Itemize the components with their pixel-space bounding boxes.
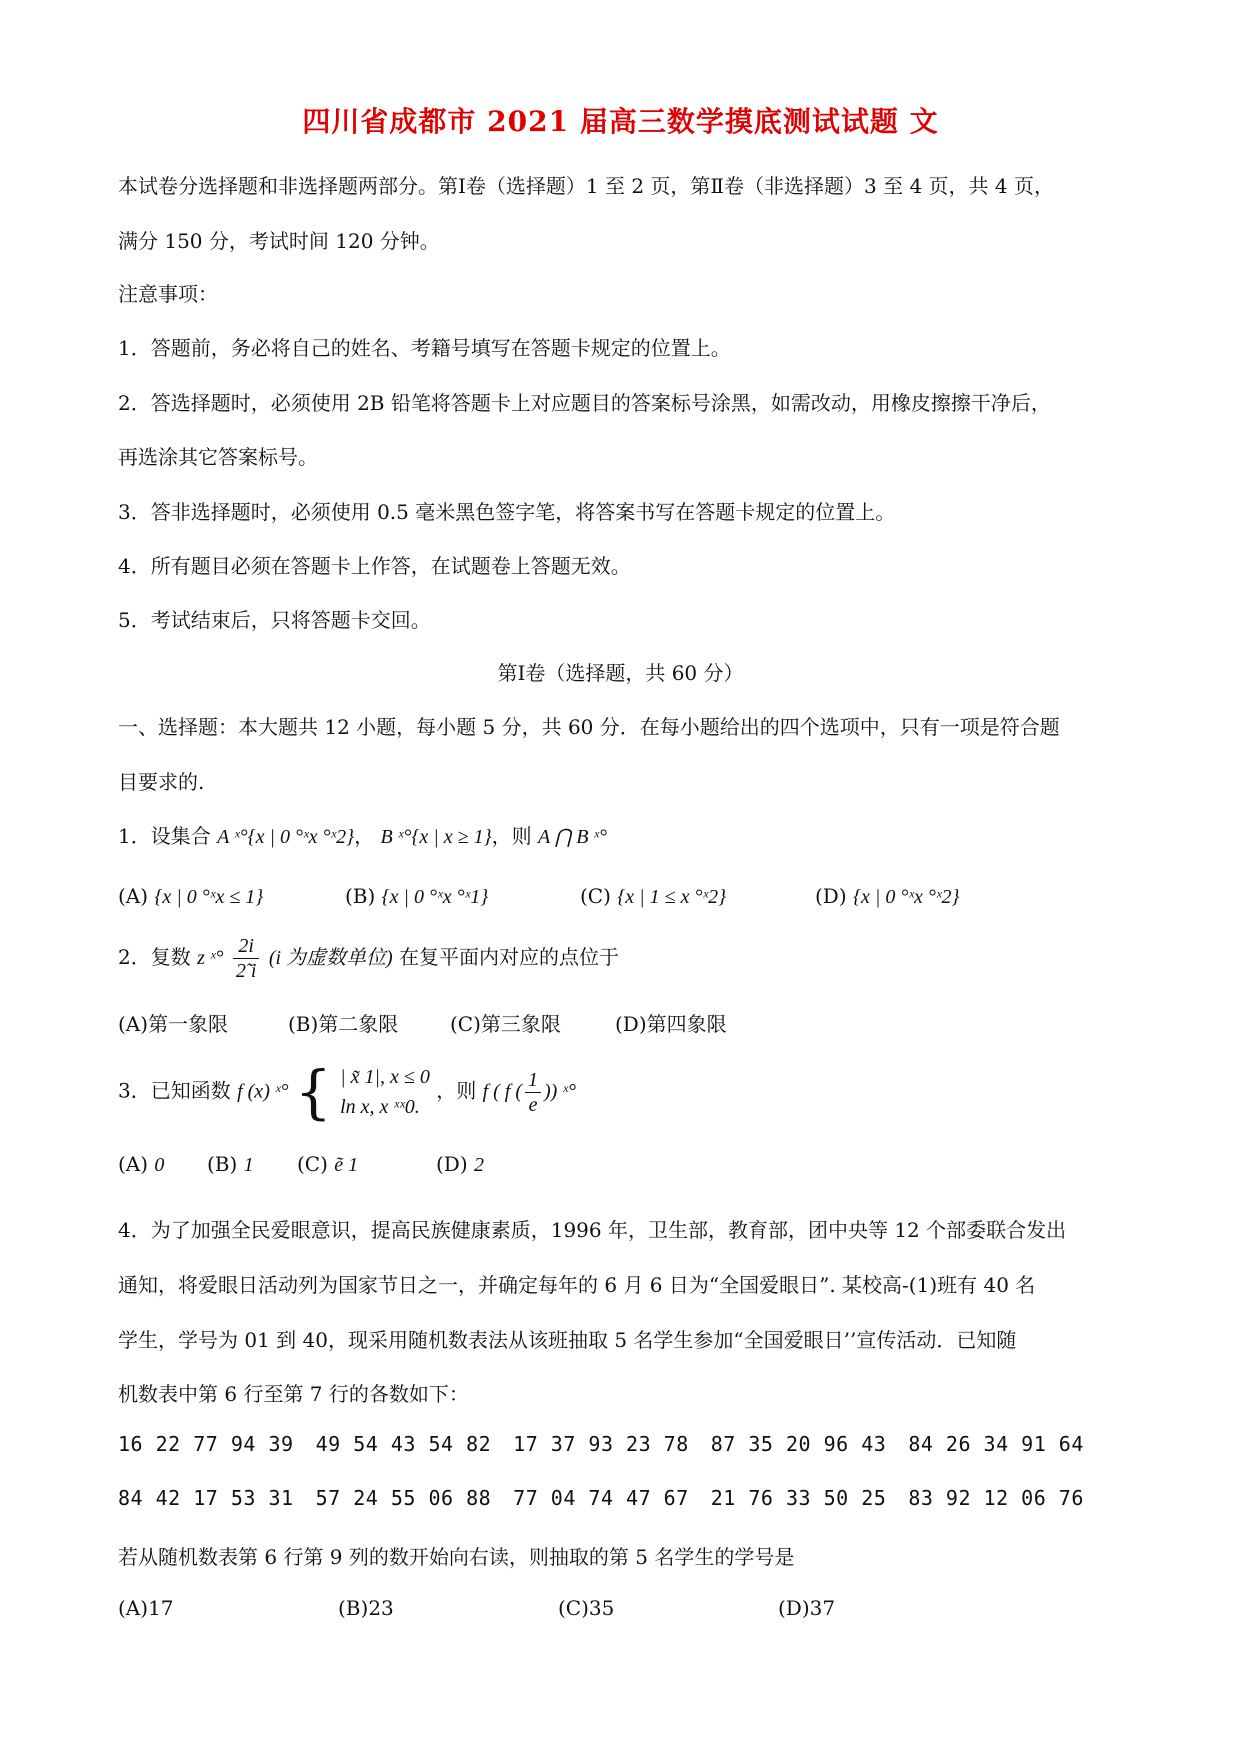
number-group: 49 54 43 54 82 xyxy=(315,1432,492,1456)
option-label: (C) xyxy=(450,1012,481,1036)
option-text: 2 xyxy=(474,1154,484,1176)
option-label: (B) xyxy=(338,1596,369,1620)
q3-numerator: 1 xyxy=(525,1068,541,1093)
part-one-line-2: 目要求的. xyxy=(118,770,205,794)
question-3 xyxy=(118,1058,576,1126)
q3-option-b xyxy=(207,1152,254,1177)
q2-option-b xyxy=(288,1008,398,1037)
option-label: (A) xyxy=(118,1012,149,1036)
brace-icon: { xyxy=(294,1058,332,1126)
random-table-row-7 xyxy=(118,1486,1106,1510)
page-title: 四川省成都市 2021 届高三数学摸底测试试题 文 xyxy=(302,105,939,138)
q2-option-a xyxy=(118,1008,228,1037)
q2-paren: (i 为虚数单位) xyxy=(268,947,393,969)
option-text: 第四象限 xyxy=(646,1012,727,1036)
number-group: 57 24 55 06 88 xyxy=(315,1486,492,1510)
q4-line-1: 4．为了加强全民爱眼意识，提高民族健康素质，1996 年，卫生部，教育部，团中央等 12 个部委联合发出 xyxy=(118,1218,1067,1242)
number-group: 83 92 12 06 76 xyxy=(908,1486,1084,1510)
option-text: 37 xyxy=(809,1596,836,1620)
note-item: 3．答非选择题时，必须使用 0.5 毫米黑色签字笔，将答案书写在答题卡规定的位置上。 xyxy=(118,500,896,524)
option-text: 23 xyxy=(368,1596,394,1620)
option-text: ẽ 1 xyxy=(334,1154,359,1176)
option-text: {x | 1 ≤ x °ˣ2} xyxy=(617,886,727,908)
number-group: 16 22 77 94 39 xyxy=(118,1432,294,1456)
q1-then: ，则 xyxy=(491,824,532,848)
q3-option-d xyxy=(436,1152,484,1177)
q1-option-a xyxy=(118,884,263,909)
q4-line-2: 通知，将爱眼日活动列为国家节日之一，并确定每年的 6 月 6 日为“全国爱眼日”. 某校高-(1)班有 40 名 xyxy=(118,1273,1036,1297)
q1-sep: ， xyxy=(354,824,375,848)
q3-fraction xyxy=(525,1068,541,1117)
q4-option-b xyxy=(338,1596,394,1620)
note-item: 4．所有题目必须在答题卡上作答，在试题卷上答题无效。 xyxy=(118,554,631,578)
note-item: 5．考试结束后，只将答题卡交回。 xyxy=(118,608,431,632)
number-group: 77 04 74 47 67 xyxy=(513,1486,689,1510)
number-group: 17 37 93 23 78 xyxy=(513,1432,689,1456)
option-text: 1 xyxy=(243,1154,254,1176)
section-title: 第Ⅰ卷（选择题，共 60 分） xyxy=(497,661,744,685)
q2-option-d xyxy=(615,1008,727,1037)
option-label: (B) xyxy=(207,1152,238,1176)
part-one-line-1: 一、选择题：本大题共 12 小题，每小题 5 分，共 60 分．在每小题给出的四个选项中，只有一项是符合题 xyxy=(118,715,1060,739)
note-item: 再选涂其它答案标号。 xyxy=(118,445,318,469)
option-text: {x | 0 °ˣx ≤ 1} xyxy=(154,886,264,908)
q3-option-a xyxy=(118,1152,164,1177)
q2-z: z ˣ° xyxy=(197,947,224,969)
option-text: 17 xyxy=(148,1596,174,1620)
q4-option-a xyxy=(118,1596,174,1620)
q4-line-3: 学生，学号为 01 到 40，现采用随机数表法从该班抽取 5 名学生参加“全国爱眼日’’宣传活动．已知随 xyxy=(118,1328,1017,1352)
q3-label: 3．已知函数 xyxy=(118,1078,231,1103)
intro-line-2: 满分 150 分，考试时间 120 分钟。 xyxy=(118,229,440,253)
q2-numerator: 2i xyxy=(233,934,260,959)
option-text: {x | 0 °ˣx °ˣ2} xyxy=(853,886,960,908)
q1-set-b: B ˣ°{x | x ≥ 1} xyxy=(380,826,492,848)
q1-option-c xyxy=(580,884,726,909)
option-label: (D) xyxy=(436,1152,468,1176)
q2-denominator: 2̃ i xyxy=(235,960,257,982)
q2-label: 2．复数 xyxy=(118,945,191,969)
q3-option-c xyxy=(297,1152,358,1177)
intro-line-1: 本试卷分选择题和非选择题两部分。第Ⅰ卷（选择题）1 至 2 页，第Ⅱ卷（非选择题）3 至 4 页，共 4 页， xyxy=(118,174,1054,198)
q1-set-a: A ˣ°{x | 0 °ˣx °ˣ2} xyxy=(217,826,355,848)
q2-rest: 在复平面内对应的点位于 xyxy=(399,945,620,969)
question-2 xyxy=(118,934,619,983)
number-group: 84 26 34 91 64 xyxy=(908,1432,1084,1456)
option-text: 35 xyxy=(588,1596,615,1620)
q1-option-b xyxy=(345,884,488,909)
q4-line-4: 机数表中第 6 行至第 7 行的各数如下： xyxy=(118,1382,469,1406)
option-text: {x | 0 °ˣx °ˣ1} xyxy=(381,886,489,908)
q3-case-2: ln x, x ˣˣ0. xyxy=(340,1096,420,1118)
option-label: (C) xyxy=(580,884,611,908)
q4-question: 若从随机数表第 6 行第 9 列的数开始向右读，则抽取的第 5 名学生的学号是 xyxy=(118,1545,795,1569)
q3-denominator: e xyxy=(528,1093,538,1116)
option-text: 0 xyxy=(154,1154,165,1176)
option-label: (A) xyxy=(118,884,149,908)
option-text: 第三象限 xyxy=(480,1012,561,1036)
option-label: (C) xyxy=(297,1152,328,1176)
number-group: 21 76 33 50 25 xyxy=(710,1486,887,1510)
q3-case-1: | x̃ 1|, x ≤ 0 xyxy=(340,1066,430,1088)
option-label: (D) xyxy=(615,1012,647,1036)
question-1 xyxy=(118,820,607,849)
option-label: (D) xyxy=(778,1596,810,1620)
q1-ask: A ⋂ B ˣ° xyxy=(537,826,608,848)
q1-option-d xyxy=(815,884,960,909)
q3-ask-post: )) ˣ° xyxy=(544,1080,576,1103)
notes-heading: 注意事项： xyxy=(118,282,218,306)
q4-option-d xyxy=(778,1596,835,1620)
q3-then: ，则 xyxy=(436,1078,477,1103)
number-group: 87 35 20 96 43 xyxy=(710,1432,887,1456)
q3-ask-pre: f ( f ( xyxy=(482,1080,523,1103)
number-group: 84 42 17 53 31 xyxy=(118,1486,294,1510)
q1-label: 1．设集合 xyxy=(118,824,211,848)
q3-cases xyxy=(340,1062,430,1122)
q2-option-c xyxy=(450,1008,561,1037)
option-label: (B) xyxy=(345,884,376,908)
option-label: (D) xyxy=(815,884,847,908)
note-item: 1．答题前，务必将自己的姓名、考籍号填写在答题卡规定的位置上。 xyxy=(118,336,731,360)
q3-fx: f (x) ˣ° xyxy=(237,1080,289,1103)
option-label: (B) xyxy=(288,1012,319,1036)
option-label: (A) xyxy=(118,1152,149,1176)
option-text: 第二象限 xyxy=(318,1012,399,1036)
q2-fraction xyxy=(233,934,260,983)
q4-option-c xyxy=(558,1596,614,1620)
option-text: 第一象限 xyxy=(148,1012,229,1036)
random-table-row-6 xyxy=(118,1432,1106,1456)
note-item: 2．答选择题时，必须使用 2B 铅笔将答题卡上对应题目的答案标号涂黑，如需改动，用橡皮擦擦干净后， xyxy=(118,391,1051,415)
option-label: (A) xyxy=(118,1596,149,1620)
option-label: (C) xyxy=(558,1596,589,1620)
